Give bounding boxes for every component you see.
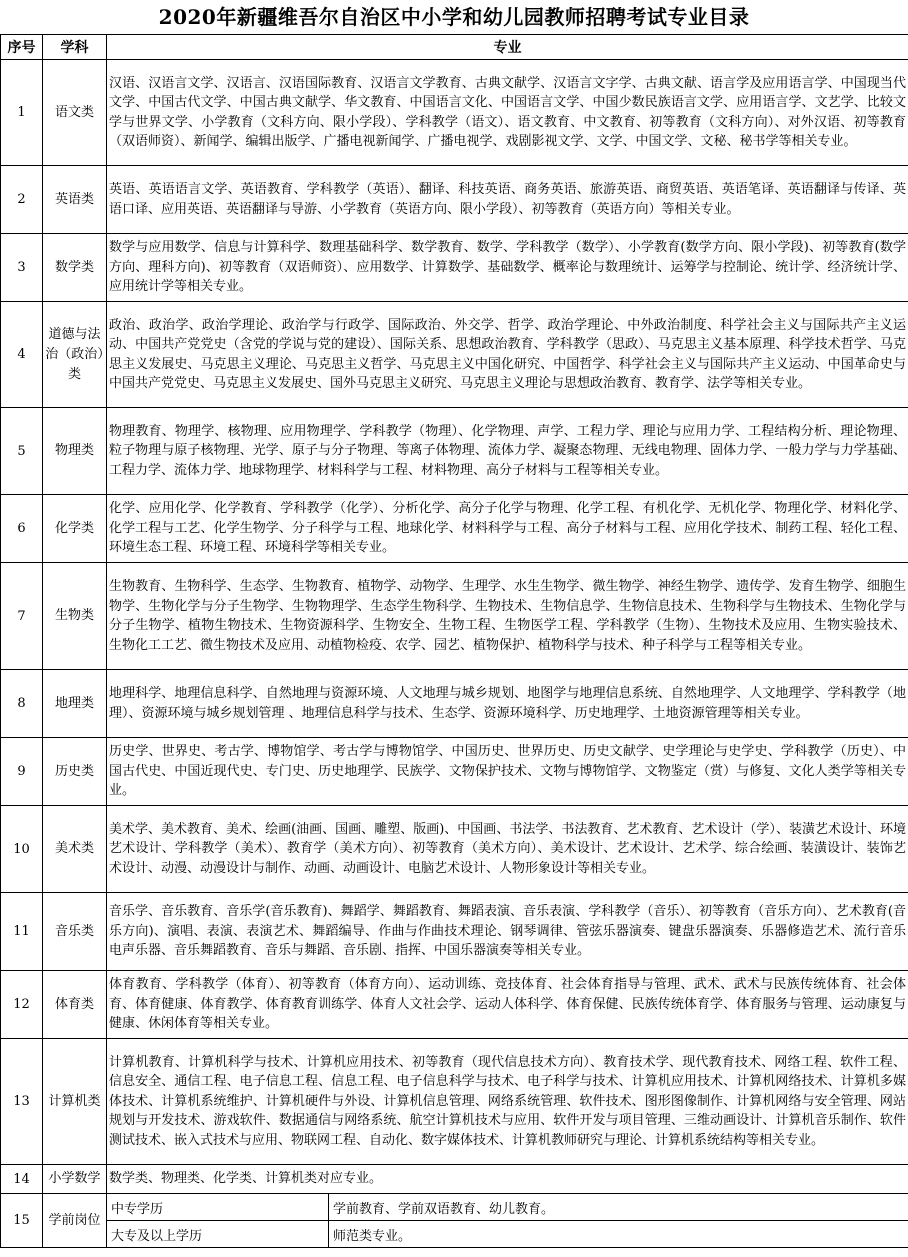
table-row: [1, 1221, 908, 1248]
row-majors: 体育教育、学科教学（体育）、初等教育（体育方向）、运动训练、竞技体育、社会体育指导与管理、武术、武术与民族传统体育、社会体育、体育健康、体育教学、体育教育训练学、体育人文社会学、运动人体科学、体育保健、民族传统体育学、体育服务与管理、运动康复与健康、休闲体育等相关专业。: [107, 971, 908, 1039]
row-no: 8: [1, 670, 43, 738]
row-majors: 汉语、汉语言文学、汉语言、汉语国际教育、汉语言文学教育、古典文献学、汉语言文字学、古典文献、语言学及应用语言学、中国现当代文学、中国古代文学、中国古典文献学、华文教育、中国语言文化、中国语言文学、中国少数民族语言文学、应用语言学、文艺学、比较文学与世界文学、小学教育（文科方向、限小学段）、学科教学（语文）、语文教育、中文教育、初等教育（文科方向）、对外汉语、初等教育（双语师资）、新闻学、编辑出版学、广播电视新闻学、广播电视学、戏剧影视文学、文学、中国文学、文秘、秘书学等相关专业。: [107, 60, 908, 166]
education-level: 大专及以上学历: [107, 1221, 329, 1248]
row-no: 11: [1, 893, 43, 971]
row-no: 4: [1, 302, 43, 408]
table-row: [1, 234, 908, 302]
row-majors: 美术学、美术教育、美术、绘画(油画、国画、雕塑、版画)、中国画、书法学、书法教育、艺术教育、艺术设计（学）、装潢艺术设计、环境艺术设计、学科教学（美术）、教育学（美术方向）、初等教育（美术方向）、美术设计、艺术设计、艺术学、综合绘画、装潢设计、装饰艺术设计、动漫、动漫设计与制作、动画、动画设计、电脑艺术设计、人物形象设计等相关专业。: [107, 806, 908, 893]
row-subject: 生物类: [43, 563, 107, 670]
table-row: [1, 495, 908, 563]
row-no: 13: [1, 1039, 43, 1165]
table-body: [1, 60, 908, 1248]
row-subject: 学前岗位: [43, 1194, 107, 1248]
row-subject: 化学类: [43, 495, 107, 563]
major-catalog-table: [0, 34, 908, 1248]
header-row: [1, 35, 908, 60]
row-subject: 美术类: [43, 806, 107, 893]
row-no: 15: [1, 1194, 43, 1248]
table-row: [1, 302, 908, 408]
row-majors: 地理科学、地理信息科学、自然地理与资源环境、人文地理与城乡规划、地图学与地理信息系统、自然地理学、人文地理学、学科教学（地理）、资源环境与城乡规划管理 、地理信息科学与技术、生态学、资源环境科学、历史地理学、土地资源管理等相关专业。: [107, 670, 908, 738]
row-no: 9: [1, 738, 43, 806]
row-subject: 计算机类: [43, 1039, 107, 1165]
table-row: [1, 166, 908, 234]
education-level: 中专学历: [107, 1194, 329, 1221]
row-majors: 物理教育、物理学、核物理、应用物理学、学科教学（物理）、化学物理、声学、工程力学、理论与应用力学、工程结构分析、理论物理、粒子物理与原子核物理、光学、原子与分子物理、等离子体物理、流体力学、凝聚态物理、无线电物理、固体力学、一般力学与力学基础、工程力学、流体力学、地球物理学、材料科学与工程、材料物理、高分子材料与工程等相关专业。: [107, 408, 908, 495]
header-major: 专业: [107, 35, 908, 60]
row-majors: 政治、政治学、政治学理论、政治学与行政学、国际政治、外交学、哲学、政治学理论、中外政治制度、科学社会主义与国际共产主义运动、中国共产党党史（含党的学说与党的建设）、国际关系、思想政治教育、学科教学（思政）、马克思主义基本原理、科学技术哲学、马克思主义发展史、马克思主义理论、马克思主义哲学、马克思主义中国化研究、中国哲学、科学社会主义与国际共产主义运动、中国革命史与中国共产党党史、马克思主义发展史、国外马克思主义研究、马克思主义理论与思想政治教育、教育学、法学等相关专业。: [107, 302, 908, 408]
table-row: [1, 60, 908, 166]
header-no: 序号: [1, 35, 43, 60]
row-majors: 数学与应用数学、信息与计算科学、数理基础科学、数学教育、数学、学科教学（数学）、小学教育(数学方向、限小学段)、初等教育(数学方向、理科方向)、初等教育（双语师资）、应用数学、计算数学、基础数学、概率论与数理统计、运筹学与控制论、统计学、经济统计学、应用统计学等相关专业。: [107, 234, 908, 302]
row-no: 3: [1, 234, 43, 302]
table-row: [1, 563, 908, 670]
row-subject: 小学数学: [43, 1165, 107, 1194]
row-majors: 音乐学、音乐教育、音乐学(音乐教育)、舞蹈学、舞蹈教育、舞蹈表演、音乐表演、学科教学（音乐）、初等教育（音乐方向）、艺术教育(音乐方向)、演唱、表演、表演艺术、舞蹈编导、作曲与作曲技术理论、钢琴调律、管弦乐器演奏、键盘乐器演奏、乐器修造艺术、流行音乐电声乐器、音乐舞蹈教育、音乐与舞蹈、音乐剧、指挥、中国乐器演奏等相关专业。: [107, 893, 908, 971]
document-title: 2020年新疆维吾尔自治区中小学和幼儿园教师招聘考试专业目录: [158, 5, 750, 29]
table-row: [1, 893, 908, 971]
row-no: 5: [1, 408, 43, 495]
row-majors: 计算机教育、计算机科学与技术、计算机应用技术、初等教育（现代信息技术方向）、教育技术学、现代教育技术、网络工程、软件工程、信息安全、通信工程、电子信息工程、信息工程、电子信息科学与技术、电子科学与技术、计算机应用技术、计算机网络技术、计算机多媒体技术、计算机系统维护、计算机硬件与外设、计算机信息管理、网络系统管理、软件技术、图形图像制作、计算机网络与安全管理、网站规划与开发技术、游戏软件、数据通信与网络系统、航空计算机技术与应用、软件开发与项目管理、三维动画设计、计算机音乐制作、软件测试技术、嵌入式技术与应用、物联网工程、自动化、数字媒体技术、计算机教师研究与理论、计算机系统结构等相关专业。: [107, 1039, 908, 1165]
table-row: [1, 670, 908, 738]
row-no: 2: [1, 166, 43, 234]
row-majors: 数学类、物理类、化学类、计算机类对应专业。: [107, 1165, 908, 1194]
row-subject: 道德与法治（政治）类: [43, 302, 107, 408]
table-row: [1, 1039, 908, 1165]
row-no: 7: [1, 563, 43, 670]
row-subject: 音乐类: [43, 893, 107, 971]
table-row: [1, 971, 908, 1039]
table-row: [1, 738, 908, 806]
row-majors: 历史学、世界史、考古学、博物馆学、考古学与博物馆学、中国历史、世界历史、历史文献学、史学理论与史学史、学科教学（历史）、中国古代史、中国近现代史、专门史、历史地理学、民族学、文物保护技术、文物与博物馆学、文物鉴定（赏）与修复、文化人类学等相关专业。: [107, 738, 908, 806]
header-subject: 学科: [43, 35, 107, 60]
row-no: 10: [1, 806, 43, 893]
row-subject: 数学类: [43, 234, 107, 302]
row-subject: 体育类: [43, 971, 107, 1039]
table-row: [1, 408, 908, 495]
row-no: 12: [1, 971, 43, 1039]
table-row: [1, 1194, 908, 1221]
row-no: 6: [1, 495, 43, 563]
row-subject: 语文类: [43, 60, 107, 166]
table-row: [1, 1165, 908, 1194]
row-majors: 学前教育、学前双语教育、幼儿教育。: [329, 1194, 908, 1221]
row-subject: 地理类: [43, 670, 107, 738]
row-majors: 英语、英语语言文学、英语教育、学科教学（英语）、翻译、科技英语、商务英语、旅游英语、商贸英语、英语笔译、英语翻译与传译、英语口译、应用英语、英语翻译与导游、小学教育（英语方向、限小学段）、初等教育（英语方向）等相关专业。: [107, 166, 908, 234]
row-majors: 生物教育、生物科学、生态学、生物教育、植物学、动物学、生理学、水生生物学、微生物学、神经生物学、遗传学、发育生物学、细胞生物学、生物化学与分子生物学、生物物理学、生态学生物科学、生物技术、生物信息学、生物信息技术、生物科学与生物技术、生物化学与分子生物学、植物生物技术、生物资源科学、生物安全、生物工程、生物医学工程、学科教学（生物）、生物技术及应用、生物实验技术、生物化工工艺、微生物技术及应用、动植物检疫、农学、园艺、植物保护、植物科学与技术、种子科学与工程等相关专业。: [107, 563, 908, 670]
row-no: 1: [1, 60, 43, 166]
table-row: [1, 806, 908, 893]
row-subject: 英语类: [43, 166, 107, 234]
row-no: 14: [1, 1165, 43, 1194]
row-majors: 化学、应用化学、化学教育、学科教学（化学）、分析化学、高分子化学与物理、化学工程、有机化学、无机化学、物理化学、材料化学、化学工程与工艺、化学生物学、分子科学与工程、地球化学、材料科学与工程、高分子材料与工程、应用化学技术、制药工程、轻化工程、环境生态工程、环境工程、环境科学等相关专业。: [107, 495, 908, 563]
row-subject: 物理类: [43, 408, 107, 495]
row-majors: 师范类专业。: [329, 1221, 908, 1248]
row-subject: 历史类: [43, 738, 107, 806]
